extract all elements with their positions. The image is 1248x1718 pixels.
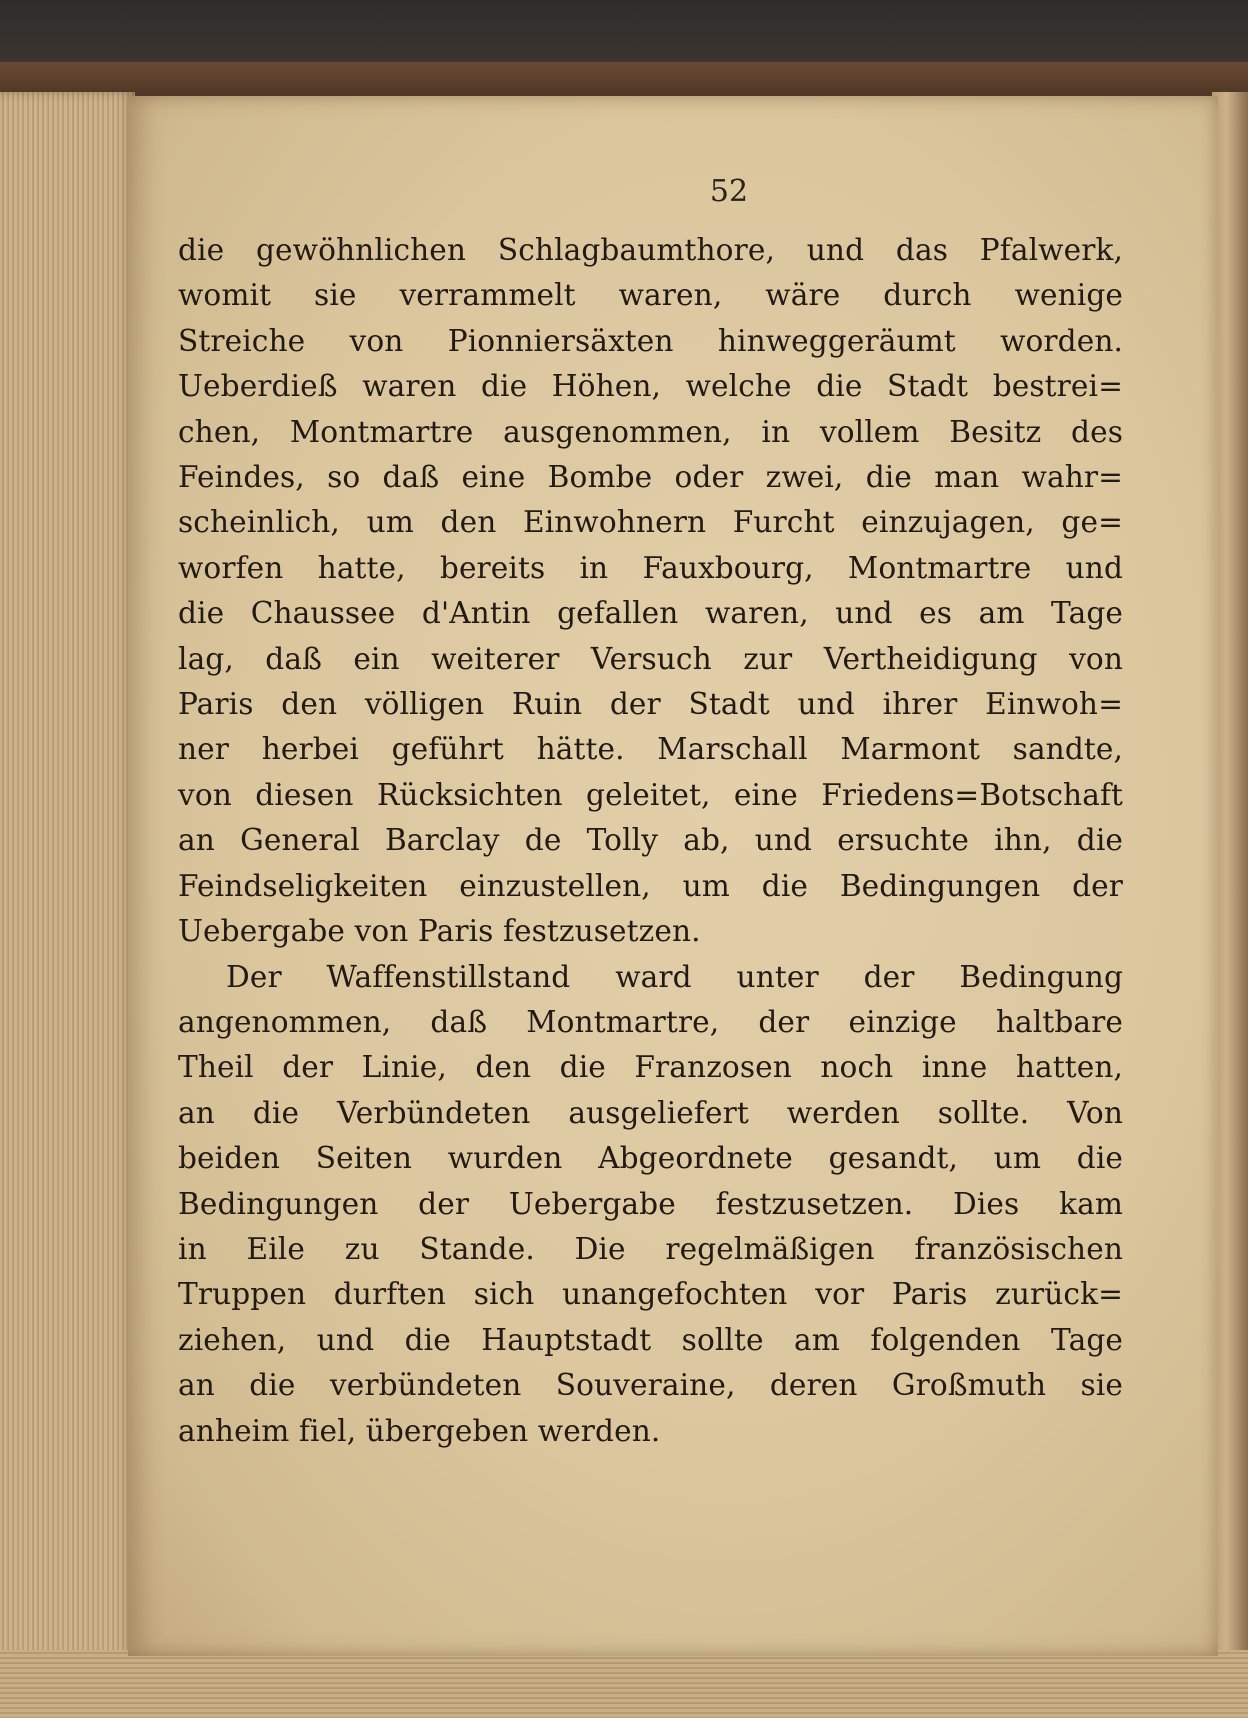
left-page-stack (0, 92, 135, 1718)
text-line: lag, daß ein weiterer Versuch zur Vertheidigung von (178, 641, 1123, 676)
text-line: Truppen durften sich unangefochten vor Paris zurück= (178, 1277, 1123, 1312)
text-line: womit sie verrammelt waren, wäre durch wenige (178, 278, 1123, 313)
text-line: an General Barclay de Tolly ab, und ersuchte ihn, die (178, 823, 1123, 858)
text-line: scheinlich, um den Einwohnern Furcht einzujagen, ge= (178, 505, 1123, 540)
text-line: die gewöhnlichen Schlagbaumthore, und das Pfalwerk, (178, 233, 1123, 267)
page-number: 52 (709, 174, 749, 209)
text-line: chen, Montmartre ausgenommen, in vollem Besitz des (178, 414, 1123, 449)
text-line: von diesen Rücksichten geleitet, eine Friedens=Botschaft (178, 777, 1123, 812)
text-line: Streiche von Pionniersäxten hinweggeräumt worden. (178, 323, 1123, 358)
text-line: angenommen, daß Montmartre, der einzige haltbare (178, 1004, 1123, 1039)
text-line: Uebergabe von Paris festzusetzen. (178, 914, 701, 949)
text-line: Feindes, so daß eine Bombe oder zwei, die man wahr= (178, 460, 1123, 495)
text-line: beiden Seiten wurden Abgeordnete gesandt, um die (178, 1141, 1123, 1176)
text-line: Feindseligkeiten einzustellen, um die Bedingungen der (178, 868, 1123, 903)
page-text (178, 228, 1123, 1454)
text-line: ner herbei geführt hätte. Marschall Marmont sandte, (178, 732, 1123, 767)
book-cover-edge (0, 62, 1248, 96)
text-line: die Chaussee d'Antin gefallen waren, und es am Tage (178, 596, 1123, 631)
text-line: an die verbündeten Souveraine, deren Großmuth sie (178, 1368, 1123, 1403)
text-line: Theil der Linie, den die Franzosen noch inne hatten, (178, 1050, 1123, 1085)
text-line: Bedingungen der Uebergabe festzusetzen. Dies kam (178, 1186, 1123, 1221)
text-line: an die Verbündeten ausgeliefert werden sollte. Von (178, 1095, 1123, 1130)
text-line: Der Waffenstillstand ward unter der Bedingung (226, 959, 1123, 994)
paragraph-1 (178, 228, 1123, 955)
bottom-page-stack (0, 1650, 1248, 1718)
text-line: Paris den völligen Ruin der Stadt und ihrer Einwoh= (178, 687, 1123, 722)
paragraph-2 (178, 955, 1123, 1454)
text-line: worfen hatte, bereits in Fauxbourg, Montmartre und (178, 550, 1123, 585)
text-line: anheim fiel, übergeben werden. (178, 1413, 661, 1448)
text-line: Ueberdieß waren die Höhen, welche die Stadt bestrei= (178, 369, 1123, 404)
text-line: in Eile zu Stande. Die regelmäßigen französischen (178, 1231, 1123, 1266)
text-line: ziehen, und die Hauptstadt sollte am folgenden Tage (178, 1322, 1123, 1357)
